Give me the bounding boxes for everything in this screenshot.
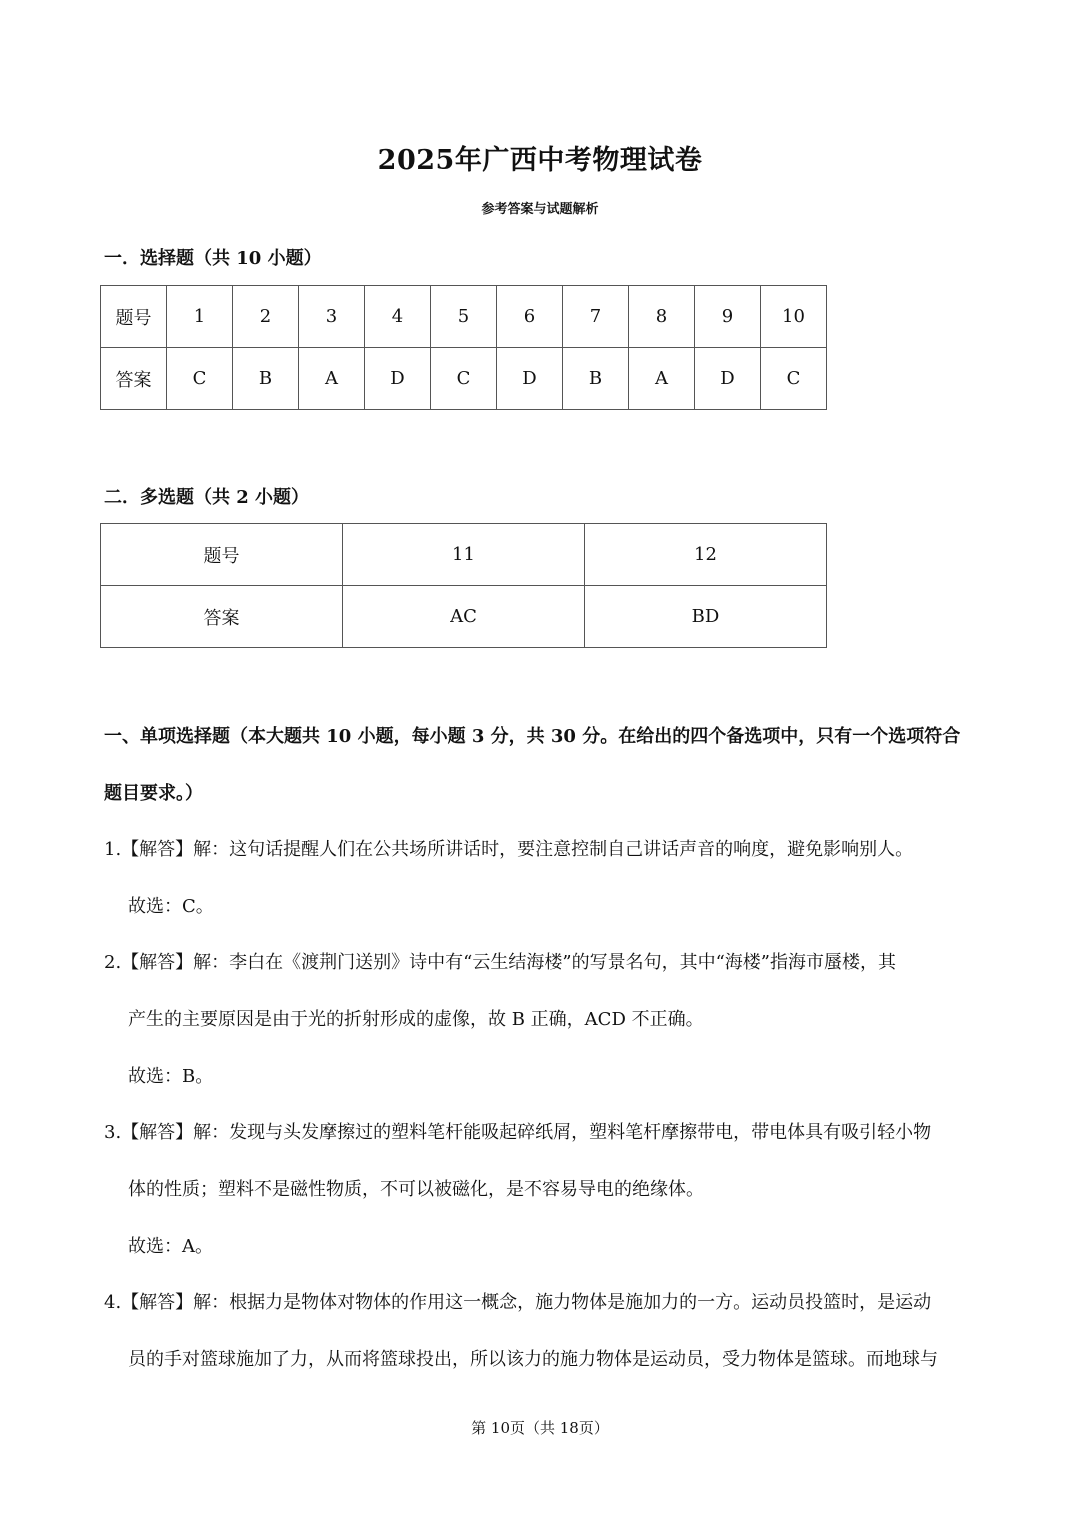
page-title: 2025年广西中考物理试卷 — [377, 145, 703, 176]
answer-1-choice: 故选：C。 — [128, 896, 214, 917]
question-number: 1 — [167, 286, 233, 348]
question-number: 3 — [299, 286, 365, 348]
answer-3-choice: 故选：A。 — [128, 1236, 213, 1257]
answer-cell: A — [629, 348, 695, 410]
section2-answer-row — [101, 586, 827, 648]
answer-3-line2: 体的性质；塑料不是磁性物质，不可以被磁化，是不容易导电的绝缘体。 — [128, 1179, 704, 1200]
question-number: 12 — [585, 524, 827, 586]
question-number: 7 — [563, 286, 629, 348]
answer-cell: A — [299, 348, 365, 410]
answer-4-line1: 4.【解答】解：根据力是物体对物体的作用这一概念，施力物体是施加力的一方。运动员投篮时，是运动 — [104, 1292, 932, 1313]
section2-heading: 二．多选题（共 2 小题） — [104, 487, 310, 508]
question-number: 2 — [233, 286, 299, 348]
section1-answer-row — [101, 348, 827, 410]
answer-cell: C — [431, 348, 497, 410]
question-number: 6 — [497, 286, 563, 348]
section1-answer-table — [100, 285, 827, 410]
answer-1-line1: 1.【解答】解：这句话提醒人们在公共场所讲话时，要注意控制自己讲话声音的响度，避免影响别人。 — [104, 839, 914, 860]
question-number: 5 — [431, 286, 497, 348]
question-number: 9 — [695, 286, 761, 348]
question-number: 4 — [365, 286, 431, 348]
answer-2-choice: 故选：B。 — [128, 1066, 214, 1087]
answer-2-line2: 产生的主要原因是由于光的折射形成的虚像，故 B 正确，ACD 不正确。 — [128, 1009, 704, 1030]
row-label-answer: 答案 — [101, 348, 167, 410]
analysis-heading-line1: 一、单项选择题（本大题共 10 小题，每小题 3 分，共 30 分。在给出的四个备选项中，只有一个选项符合 — [104, 726, 961, 747]
row-label-answer: 答案 — [101, 586, 343, 648]
section2-question-row — [101, 524, 827, 586]
row-label-question: 题号 — [101, 524, 343, 586]
answer-cell: AC — [343, 586, 585, 648]
answer-cell: C — [761, 348, 827, 410]
page-subtitle: 参考答案与试题解析 — [481, 202, 599, 217]
analysis-heading-line2: 题目要求。） — [104, 783, 203, 804]
page-footer: 第 10页（共 18页） — [471, 1419, 609, 1437]
question-number: 8 — [629, 286, 695, 348]
answer-cell: D — [365, 348, 431, 410]
question-number: 11 — [343, 524, 585, 586]
section1-question-row — [101, 286, 827, 348]
answer-cell: B — [233, 348, 299, 410]
answer-cell: B — [563, 348, 629, 410]
row-label-question: 题号 — [101, 286, 167, 348]
answer-cell: BD — [585, 586, 827, 648]
question-number: 10 — [761, 286, 827, 348]
answer-2-line1: 2.【解答】解：李白在《渡荆门送别》诗中有“云生结海楼”的写景名句，其中“海楼”指海市蜃楼，其 — [104, 952, 896, 973]
section2-answer-table — [100, 523, 827, 648]
section1-heading: 一．选择题（共 10 小题） — [104, 248, 322, 269]
answer-3-line1: 3.【解答】解：发现与头发摩擦过的塑料笔杆能吸起碎纸屑，塑料笔杆摩擦带电，带电体具有吸引轻小物 — [104, 1122, 932, 1143]
answer-4-line2: 员的手对篮球施加了力，从而将篮球投出，所以该力的施力物体是运动员，受力物体是篮球。而地球与 — [128, 1349, 938, 1370]
answer-cell: D — [695, 348, 761, 410]
answer-cell: C — [167, 348, 233, 410]
answer-cell: D — [497, 348, 563, 410]
